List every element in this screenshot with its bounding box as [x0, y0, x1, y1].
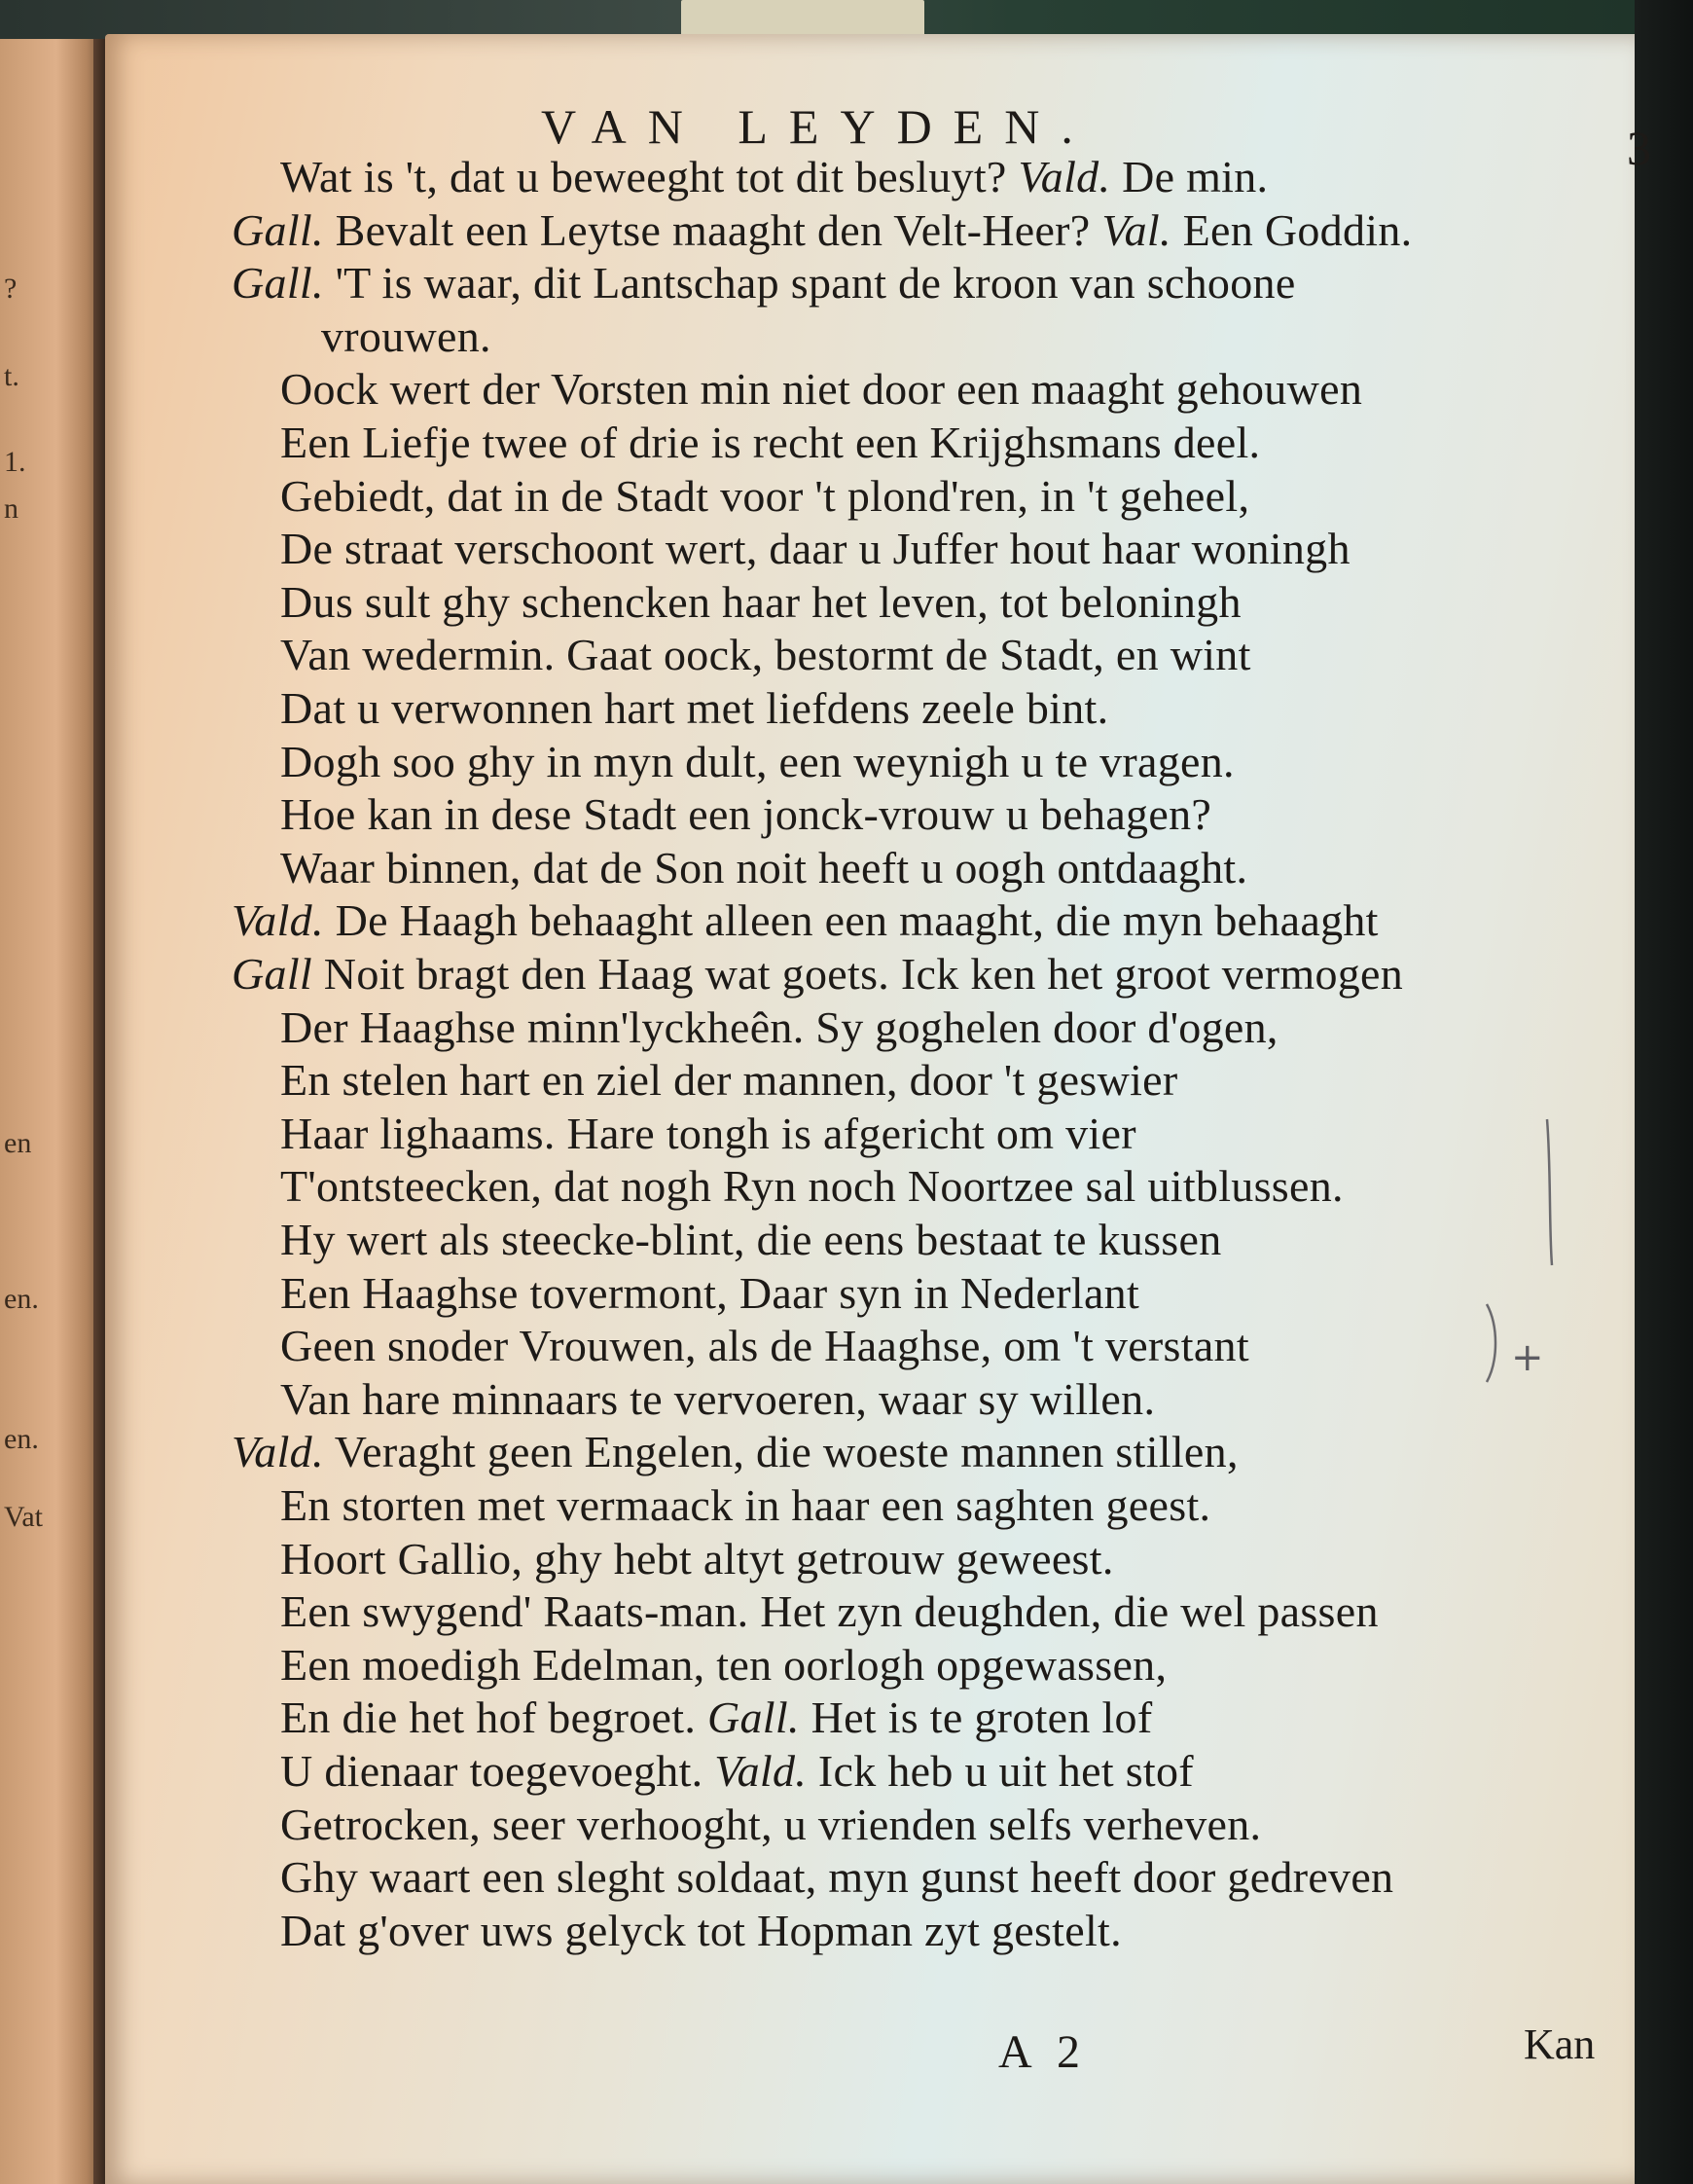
margin-note: + — [1511, 1335, 1544, 1380]
line-text: Een swygend' Raats-man. Het zyn deughden, die wel passen — [280, 1586, 1379, 1637]
line-text: Een Haaghse tovermont, Daar syn in Nederlant — [280, 1267, 1140, 1318]
line-text: De straat verschoont wert, daar u Juffer hout haar woningh — [280, 524, 1351, 574]
line-text: Der Haaghse minn'lyckheên. Sy goghelen door d'ogen, — [280, 1001, 1279, 1052]
line-text: Hy wert als steecke-blint, die eens bestaat te kussen — [280, 1215, 1222, 1264]
line-text: Waar binnen, dat de Son noit heeft u oogh ontdaaght. — [280, 842, 1248, 892]
line-text: Getrocken, seer verhooght, u vrienden selfs verheven. — [280, 1799, 1262, 1849]
line-text: Een Liefje twee of drie is recht een Krijghsmans deel. — [280, 418, 1261, 467]
speaker-label: Gall. — [706, 1693, 800, 1743]
page-number: 3 — [1627, 121, 1651, 175]
speaker-label: Gall. — [232, 204, 324, 255]
line-text: En storten met vermaack in haar een saghten geest. — [280, 1480, 1211, 1530]
signature-mark: A 2 — [998, 2026, 1089, 2078]
line-text: Geen snoder Vrouwen, als de Haaghse, om 't verstant — [280, 1321, 1249, 1371]
line-text: T'ontsteecken, dat nogh Ryn noch Noortzee sal uitblussen. — [280, 1161, 1344, 1212]
speaker-label: Val. — [1101, 204, 1171, 255]
left-page-fragment: Vat — [4, 1501, 43, 1533]
line-text: Een Goddin. — [1182, 204, 1413, 255]
catchword: Kan — [1524, 2020, 1596, 2068]
line-text: Wat is 't, dat u beweeght tot dit besluyt? — [280, 152, 1007, 201]
pencil-bracket-mark — [1487, 1304, 1495, 1382]
line-text: Hoort Gallio, ghy hebt altyt getrouw geweest. — [280, 1533, 1114, 1583]
line-text: En stelen hart en ziel der mannen, door 't geswier — [280, 1055, 1178, 1106]
line-text: Ick heb u uit het stof — [817, 1746, 1194, 1796]
line-text: Het is te groten lof — [810, 1693, 1153, 1743]
left-page-fragment: en. — [4, 1283, 39, 1315]
line-text: Dat g'over uws gelyck tot Hopman zyt gestelt. — [280, 1905, 1122, 1955]
line-text: Veraght geen Engelen, die woeste mannen stillen, — [334, 1427, 1239, 1477]
line-text: En die het hof begroet. — [280, 1693, 697, 1743]
line-text: Van hare minnaars te vervoeren, waar sy willen. — [280, 1373, 1156, 1424]
speaker-label: Vald. — [232, 895, 324, 946]
line-text: 'T is waar, dit Lantschap spant de kroon van schoone — [335, 258, 1296, 309]
pencil-line-mark — [1547, 1119, 1552, 1265]
left-page-fragment: n — [4, 492, 18, 525]
speaker-label: Vald. — [714, 1746, 808, 1796]
line-text: vrouwen. — [321, 310, 491, 361]
line-text: Oock wert der Vorsten min niet door een maaght gehouwen — [280, 364, 1363, 415]
left-page-fragment: t. — [4, 360, 19, 392]
line-text: Bevalt een Leytse maaght den Velt-Heer? — [335, 204, 1091, 255]
line-text: De Haagh behaaght alleen een maaght, die myn behaaght — [335, 895, 1379, 946]
line-text: Een moedigh Edelman, ten oorlogh opgewassen, — [280, 1639, 1168, 1690]
line-text: Dogh soo ghy in myn dult, een weynigh u te vragen. — [280, 736, 1235, 786]
speaker-label: Gall — [232, 949, 312, 999]
line-text: Dat u verwonnen hart met liefdens zeele bint. — [280, 683, 1109, 733]
left-page-fragment: en — [4, 1127, 32, 1159]
running-head: VAN LEYDEN. — [541, 99, 1095, 154]
speaker-label: Vald. — [1018, 152, 1111, 201]
line-text: Ghy waart een sleght soldaat, myn gunst heeft door gedreven — [280, 1852, 1394, 1903]
left-page-fragment: ? — [4, 273, 18, 305]
speaker-label: Gall. — [232, 258, 324, 309]
line-text: De min. — [1122, 152, 1269, 201]
line-text: Dus sult ghy schencken haar het leven, tot beloningh — [280, 576, 1242, 627]
speaker-label: Vald. — [232, 1427, 324, 1477]
line-text: Noit bragt den Haag wat goets. Ick ken het groot vermogen — [323, 949, 1404, 999]
line-text: Haar lighaams. Hare tongh is afgericht om vier — [280, 1108, 1136, 1158]
line-text: Hoe kan in dese Stadt een jonck-vrouw u behagen? — [280, 789, 1212, 840]
left-page-fragment: 1. — [4, 446, 26, 478]
left-page-fragment: en. — [4, 1423, 39, 1455]
line-text: U dienaar toegevoeght. — [280, 1746, 703, 1796]
line-text: Gebiedt, dat in de Stadt voor 't plond'ren, in 't geheel, — [280, 470, 1250, 521]
line-text: Van wedermin. Gaat oock, bestormt de Stadt, en wint — [280, 630, 1251, 680]
